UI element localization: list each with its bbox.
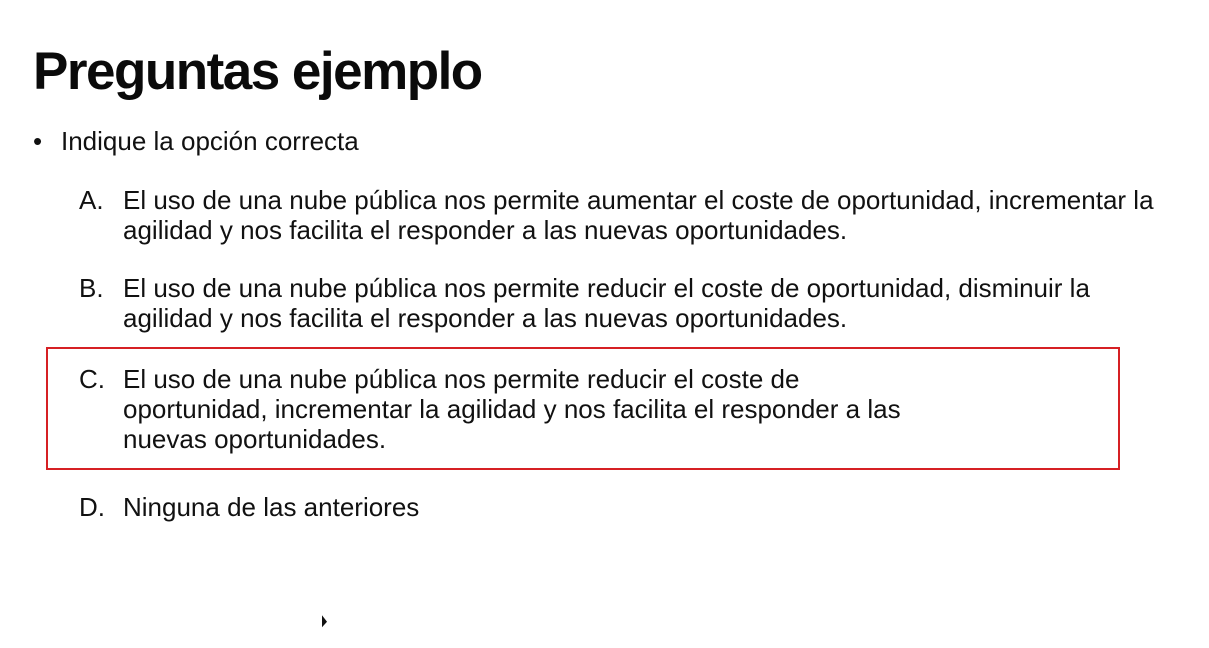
option-text: Ninguna de las anteriores: [123, 492, 420, 522]
answer-option-d: [79, 492, 1159, 522]
question-prompt-text: Indique la opción correcta: [61, 126, 359, 156]
bullet-icon: •: [33, 126, 43, 156]
option-text: El uso de una nube pública nos permite reducir el coste de oportunidad, disminuir la agilidad y nos facilita el responder a las nuevas oportunidades.: [123, 273, 1090, 333]
option-text: El uso de una nube pública nos permite aumentar el coste de oportunidad, incrementar la agilidad y nos facilita el responder a las nuevas oportunidades.: [123, 185, 1154, 245]
mouse-pointer-icon: [322, 615, 327, 631]
option-letter: D.: [79, 492, 105, 522]
question-prompt: [33, 123, 359, 159]
option-letter: C.: [79, 364, 105, 394]
answer-option-a: [79, 185, 1159, 245]
answer-option-b: [79, 273, 1159, 333]
page-title: Preguntas ejemplo: [33, 42, 482, 101]
answer-option-c: [79, 364, 1159, 454]
option-letter: B.: [79, 273, 104, 303]
option-letter: A.: [79, 185, 104, 215]
option-text: El uso de una nube pública nos permite reducir el coste de oportunidad, incrementar la agilidad y nos facilita el responder a las nuevas oportunidades.: [123, 364, 901, 454]
